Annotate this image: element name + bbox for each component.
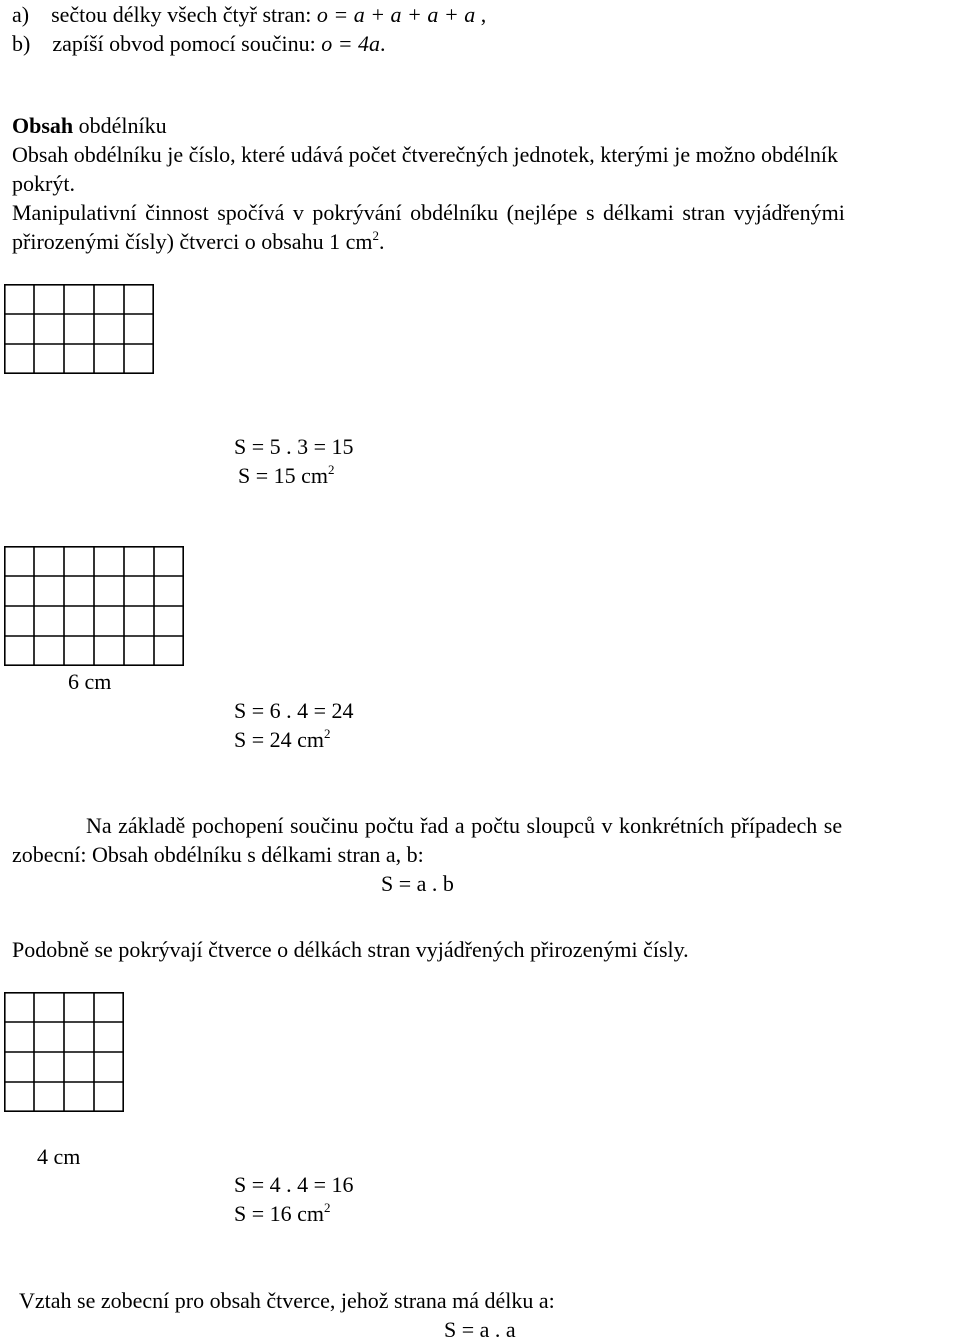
- equation-1-result: [238, 461, 335, 490]
- superscript-2: 2: [328, 462, 335, 477]
- list-text-b: zapíší obvod pomocí součinu:: [52, 31, 322, 56]
- equation-1-result-text: S = 15 cm: [238, 463, 329, 488]
- unit-grid-6x4: [4, 546, 184, 666]
- equation-1-product: S = 5 . 3 = 15: [234, 434, 354, 459]
- equation-3-product: S = 4 . 4 = 16: [234, 1172, 354, 1197]
- equation-2-result: [234, 725, 331, 754]
- list-marker-b: b): [12, 31, 31, 56]
- paragraph-manipulative-line2: [12, 227, 384, 256]
- conclusion-text: Vztah se zobecní pro obsah čtverce, jehož strana má délku a:: [19, 1288, 555, 1313]
- grid-svg-1: [4, 284, 154, 374]
- paragraph-manipulative-end: .: [378, 229, 385, 254]
- superscript-2: 2: [324, 726, 331, 741]
- list-text-a: sečtou délky všech čtyř stran:: [51, 2, 317, 27]
- equation-3-result-text: S = 16 cm: [234, 1201, 325, 1226]
- side-label-4cm: 4 cm: [37, 1144, 81, 1169]
- paragraph-definition-line2: pokrýt.: [12, 171, 75, 196]
- equation-2-product: S = 6 . 4 = 24: [234, 698, 354, 723]
- list-end-b: .: [380, 31, 386, 56]
- paragraph-definition-line1: Obsah obdélníku je číslo, které udává počet čtverečných jednotek, kterými je možno obdélník: [12, 142, 838, 167]
- side-label-6cm: 6 cm: [68, 669, 112, 694]
- formula-square-area: S = a . a: [444, 1317, 516, 1342]
- squares-intro: Podobně se pokrývají čtverce o délkách stran vyjádřených přirozenými čísly.: [12, 937, 689, 962]
- list-item-b: [12, 29, 386, 58]
- list-item-a: [12, 0, 486, 29]
- equation-2-result-text: S = 24 cm: [234, 727, 325, 752]
- list-end-a: ,: [475, 2, 487, 27]
- paragraph-manipulative-text: přirozenými čísly) čtverci o obsahu 1 cm: [12, 229, 373, 254]
- paragraph-manipulative-line1: Manipulativní činnost spočívá v pokrývání obdélníku (nejlépe s délkami stran vyjádřenými: [12, 200, 845, 225]
- formula-perimeter-sum: o = a + a + a + a: [316, 2, 476, 27]
- section-heading: [12, 111, 167, 140]
- formula-perimeter-product: o = 4a: [321, 31, 381, 56]
- superscript-2: 2: [372, 228, 379, 243]
- section-heading-bold: Obsah: [12, 113, 74, 138]
- unit-grid-5x3: [4, 284, 154, 374]
- generalization-line1: Na základě pochopení součinu počtu řad a počtu sloupců v konkrétních případech se: [86, 813, 843, 838]
- formula-rectangle-area: S = a . b: [381, 871, 454, 896]
- superscript-2: 2: [324, 1200, 331, 1215]
- section-heading-rest: obdélníku: [73, 113, 167, 138]
- grid-svg-2: [4, 546, 184, 666]
- generalization-line2: zobecní: Obsah obdélníku s délkami stran a, b:: [12, 842, 424, 867]
- list-marker-a: a): [12, 2, 30, 27]
- unit-grid-4x4: [4, 992, 124, 1112]
- equation-3-result: [234, 1199, 331, 1228]
- grid-svg-3: [4, 992, 124, 1112]
